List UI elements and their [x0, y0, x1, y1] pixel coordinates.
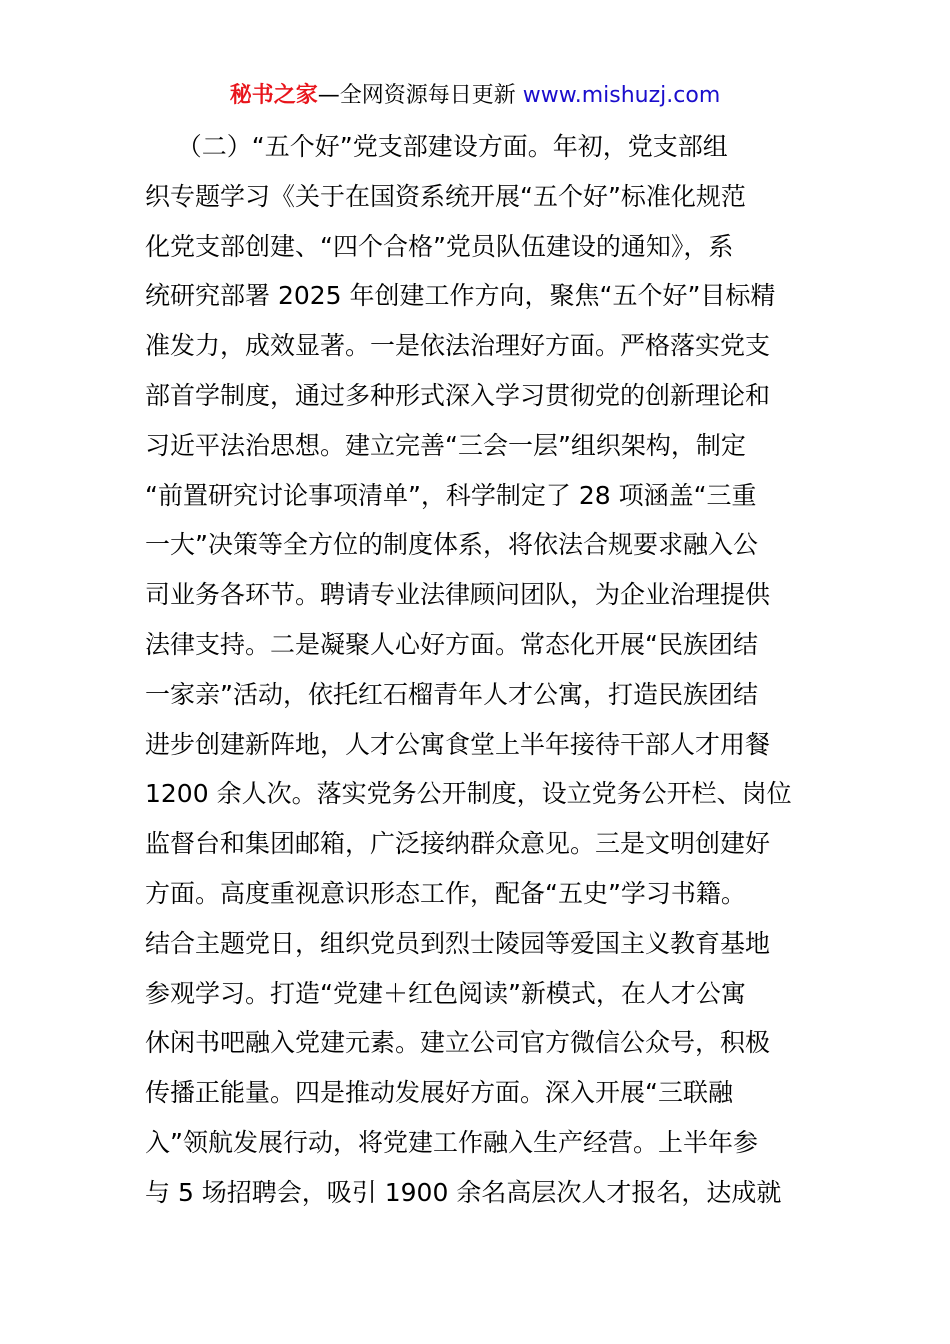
body-line: 结合主题党日，组织党员到烈士陵园等爱国主义教育基地	[145, 928, 771, 958]
body-line: 准发力，成效显著。一是依法治理好方面。严格落实党支	[145, 331, 771, 361]
body-line: 方面。高度重视意识形态工作，配备“五史”学习书籍。	[145, 878, 746, 908]
document-header	[0, 80, 950, 112]
body-line: 传播正能量。四是推动发展好方面。深入开展“三联融	[145, 1078, 733, 1108]
body-line: 参观学习。打造“党建＋红色阅读”新模式，在人才公寓	[145, 978, 746, 1008]
body-line: 法律支持。二是凝聚人心好方面。常态化开展“民族团结	[145, 629, 758, 659]
body-line: 织专题学习《关于在国资系统开展“五个好”标准化规范	[145, 181, 746, 211]
document-body	[145, 122, 825, 1218]
body-line: 监督台和集团邮箱，广泛接纳群众意见。三是文明创建好	[145, 829, 771, 859]
body-line: 统研究部署 2025 年创建工作方向，聚焦“五个好”目标精	[145, 281, 776, 311]
body-line: 入”领航发展行动，将党建工作融入生产经营。上半年参	[145, 1127, 758, 1157]
body-line: 休闲书吧融入党建元素。建立公司官方微信公众号，积极	[145, 1028, 771, 1058]
body-line: 化党支部创建、“四个合格”党员队伍建设的通知》，系	[145, 231, 734, 261]
body-line: 司业务各环节。聘请专业法律顾问团队，为企业治理提供	[145, 580, 771, 610]
body-line: “前置研究讨论事项清单”，科学制定了 28 项涵盖“三重	[145, 480, 757, 510]
body-line: 与 5 场招聘会，吸引 1900 余名高层次人才报名，达成就	[145, 1177, 782, 1207]
body-line: 进步创建新阵地，人才公寓食堂上半年接待干部人才用餐	[145, 729, 771, 759]
body-line: 一家亲”活动，依托红石榴青年人才公寓，打造民族团结	[145, 679, 758, 709]
body-line: 部首学制度，通过多种形式深入学习贯彻党的创新理论和	[145, 380, 771, 410]
header-tagline: —全网资源每日更新	[317, 83, 523, 108]
body-line: 一大”决策等全方位的制度体系，将依法合规要求融入公	[145, 530, 758, 560]
brand-name: 秘书之家	[229, 83, 318, 108]
body-line: 1200 余人次。落实党务公开制度，设立党务公开栏、岗位	[145, 779, 792, 809]
site-url-link[interactable]: www.mishuzj.com	[522, 83, 721, 108]
body-line: （二）“五个好”党支部建设方面。年初，党支部组	[145, 132, 728, 161]
body-line: 习近平法治思想。建立完善“三会一层”组织架构，制定	[145, 430, 746, 460]
